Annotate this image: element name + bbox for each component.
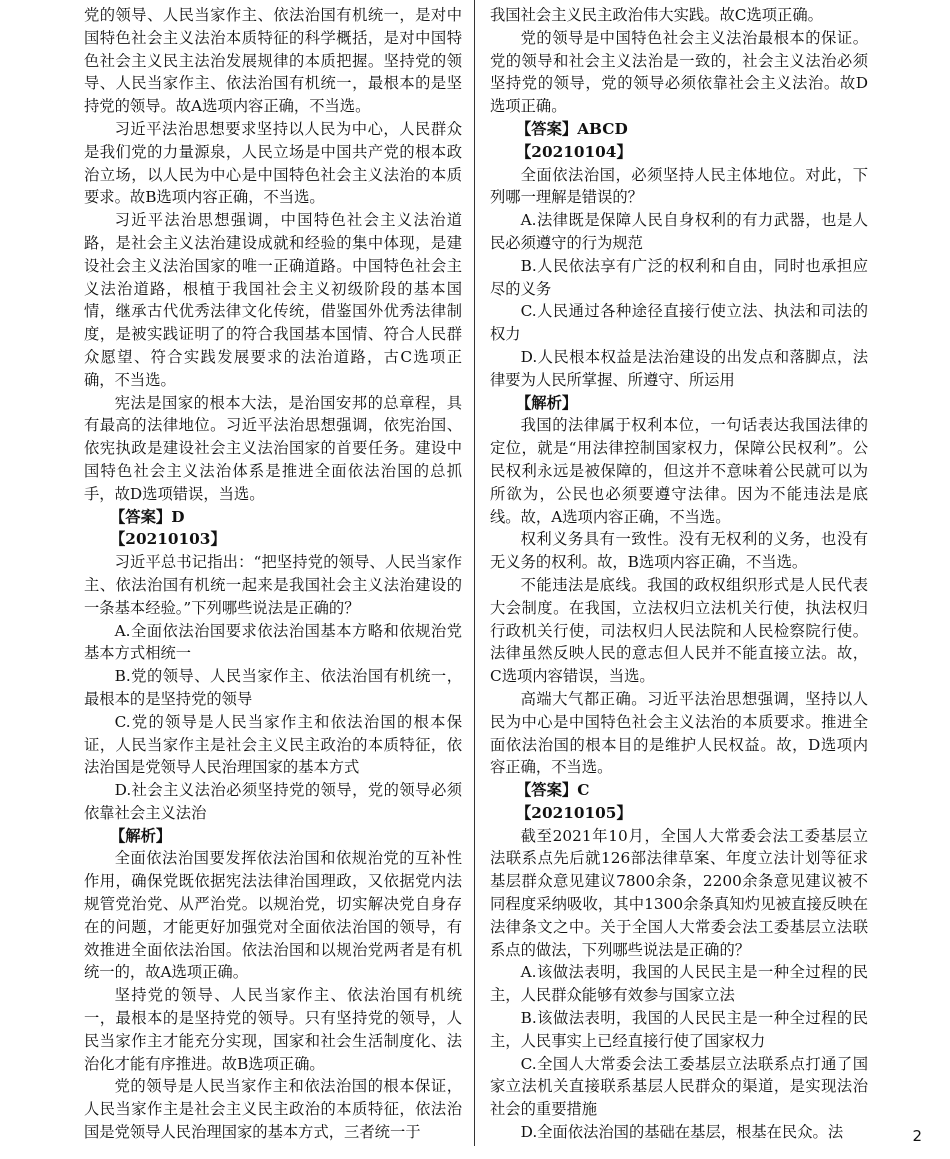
right-paragraph: 党的领导是中国特色社会主义法治最根本的保证。党的领导和社会主义法治是一致的，社会主义法治必须坚持党的领导，党的领导必须依靠社会主义法治。故D选项正确。 [490, 28, 868, 116]
left-paragraph: C.党的领导是人民当家作主和依法治国的根本保证，人民当家作主是社会主义民主政治的本质特征，依法治国是党领导人民治理国家的基本方式 [84, 712, 462, 777]
column-divider [474, 0, 475, 1146]
right-paragraph: D.全面依法治国的基础在基层，根基在民众。法 [520, 1123, 844, 1142]
left-heading: 【答案】D [110, 507, 185, 526]
right-paragraph: A.该做法表明，我国的人民民主是一种全过程的民主，人民群众能够有效参与国家立法 [490, 963, 868, 1005]
left-paragraph: 宪法是国家的根本大法，是治国安邦的总章程，具有最高的法律地位。习近平法治思想强调，依宪治国、依宪执政是建设社会主义法治国家的首要任务。建设中国特色社会主义法治体系是推进全面依法治国的总抓手，故D选项错误，当选。 [84, 393, 462, 503]
right-paragraph: D.人民根本权益是法治建设的出发点和落脚点，法律要为人民所掌握、所遵守、所运用 [490, 347, 868, 389]
right-paragraph: 权利义务具有一致性。没有无权利的义务，也没有无义务的权利。故，B选项内容正确，不当选。 [490, 530, 868, 572]
right-paragraph: 我国的法律属于权利本位，一句话表达我国法律的定位，就是“用法律控制国家权力，保障公民权利”。公民权利永远是被保障的，但这并不意味着公民就可以为所欲为，公民也必须要遵守法律。因为不能违法是底线。故，A选项内容正确，不当选。 [490, 416, 868, 526]
right-paragraph: B.该做法表明，我国的人民民主是一种全过程的民主，人民事实上已经直接行使了国家权力 [490, 1009, 868, 1050]
left-paragraph: 党的领导是人民当家作主和依法治国的根本保证，人民当家作主是社会主义民主政治的本质特征，依法治国是党领导人民治理国家的基本方式，三者统一于 [84, 1077, 462, 1142]
right-paragraph: C.全国人大常委会法工委基层立法联系点打通了国家立法机关直接联系基层人民群众的渠道，是实现法治社会的重要措施 [490, 1054, 868, 1119]
right-paragraph: C.人民通过各种途径直接行使立法、执法和司法的权力 [490, 302, 868, 344]
left-paragraph: 习近平总书记指出：“把坚持党的领导、人民当家作主、依法治国有机统一起来是我国社会主义法治建设的一条基本经验。”下列哪些说法是正确的？ [84, 553, 462, 617]
left-paragraph: 坚持党的领导、人民当家作主、依法治国有机统一，最根本的是坚持党的领导。只有坚持党的领导，人民当家作主才能充分实现，国家和社会生活制度化、法治化才能有序推进。故B选项正确。 [84, 986, 462, 1073]
left-paragraph: 习近平法治思想要求坚持以人民为中心，人民群众是我们党的力量源泉，人民立场是中国共产党的根本政治立场，以人民为中心是中国特色社会主义法治的本质要求。故B选项内容正确，不当选。 [84, 119, 462, 207]
right-paragraph: 高端大气都正确。习近平法治思想强调，坚持以人民为中心是中国特色社会主义法治的本质要求。推进全面依法治国的根本目的是维护人民权益。故，D选项内容正确，不当选。 [490, 689, 868, 777]
left-heading: 【20210103】 [110, 530, 226, 549]
right-heading: 【答案】ABCD [516, 119, 628, 138]
left-column [84, 4, 462, 1144]
right-heading: 【20210105】 [516, 803, 632, 822]
right-heading: 【答案】C [516, 781, 590, 800]
right-paragraph: 全面依法治国，必须坚持人民主体地位。对此，下列哪一理解是错误的？ [490, 165, 868, 207]
right-paragraph: 我国社会主义民主政治伟大实践。故C选项正确。 [490, 6, 823, 24]
right-paragraph: 不能违法是底线。我国的政权组织形式是人民代表大会制度。在我国，立法权归立法机关行使，执法权归行政机关行使，司法权归人民法院和人民检察院行使。法律虽然反映人民的意志但人民并不能直接立法。故，C选项内容错误，当选。 [490, 575, 868, 686]
right-heading: 【解析】 [516, 393, 578, 412]
right-paragraph: 截至2021年10月，全国人大常委会法工委基层立法联系点先后就126部法律草案、年度立法计划等征求基层群众意见建议7800余条，2200余条意见建议被不同程度采纳吸收，其中1300余条真知灼见被直接反映在法律条文之中。关于全国人大常委会法工委基层立法联系点的做法，下列哪些说法是正确的？ [490, 826, 868, 959]
right-heading: 【20210104】 [516, 142, 632, 161]
left-paragraph: B.党的领导、人民当家作主、依法治国有机统一，最根本的是坚持党的领导 [84, 667, 462, 708]
right-column [490, 4, 868, 1144]
left-paragraph: D.社会主义法治必须坚持党的领导，党的领导必须依靠社会主义法治 [84, 781, 462, 822]
left-paragraph: A.全面依法治国要求依法治国基本方略和依规治党基本方式相统一 [84, 621, 462, 663]
page-number: 2 [912, 1127, 922, 1145]
left-paragraph: 习近平法治思想强调，中国特色社会主义法治道路，是社会主义法治建设成就和经验的集中体现，是建设社会主义法治国家的唯一正确道路。中国特色社会主义法治道路，根植于我国社会主义初级阶段的基本国情，继承古代优秀法律文化传统，借鉴国外优秀法律制度，是被实践证明了的符合我国基本国情、符合人民群众愿望、符合实践发展要求的法治道路，古C选项正确，不当选。 [84, 211, 462, 389]
right-paragraph: B.人民依法享有广泛的权利和自由，同时也承担应尽的义务 [490, 256, 868, 298]
left-heading: 【解析】 [110, 826, 172, 845]
left-paragraph: 全面依法治国要发挥依法治国和依规治党的互补性作用，确保党既依据宪法法律治国理政，又依据党内法规管党治党、从严治党。以规治党，切实解决党自身存在的问题，才能更好加强党对全面依法治国的领导，有效推进全面依法治国。依法治国和以规治党两者是有机统一的，故A选项正确。 [84, 849, 462, 982]
left-paragraph: 党的领导、人民当家作主、依法治国有机统一，是对中国特色社会主义法治本质特征的科学概括，是对中国特色社会主义民主法治发展规律的本质把握。坚持党的领导、人民当家作主、依法治国有机统一，最根本的是坚持党的领导。故A选项内容正确，不当选。 [84, 6, 462, 116]
right-paragraph: A.法律既是保障人民自身权利的有力武器，也是人民必须遵守的行为规范 [490, 211, 868, 252]
